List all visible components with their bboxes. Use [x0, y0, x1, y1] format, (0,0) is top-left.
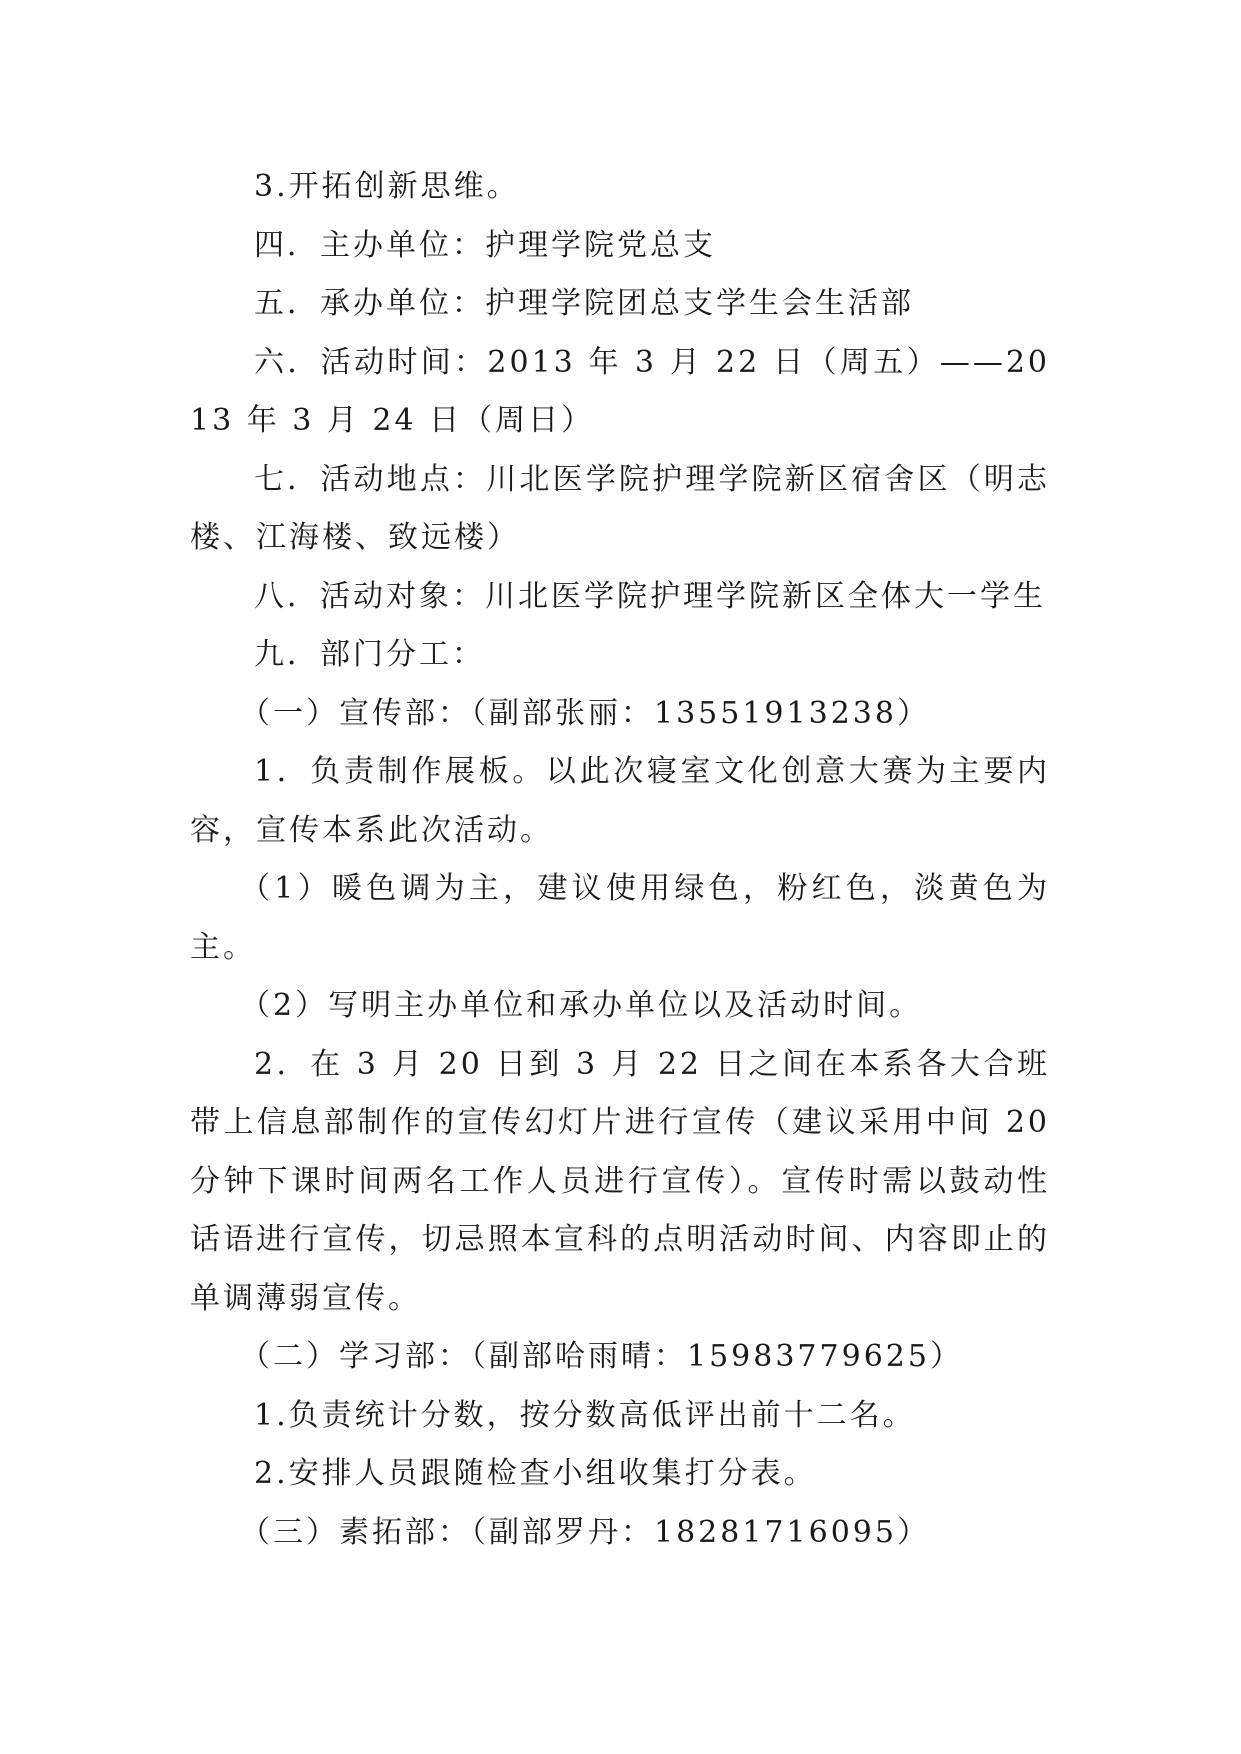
document-body — [190, 158, 1050, 1562]
paragraph-study-task-1: 1.负责统计分数，按分数高低评出前十二名。 — [254, 1397, 916, 1433]
paragraph-division-of-labor: 九．部门分工： — [254, 637, 485, 672]
paragraph-organizer: 四．主办单位：护理学院党总支 — [254, 227, 716, 263]
paragraph-co-organizer: 五．承办单位：护理学院团总支学生会生活部 — [254, 286, 914, 321]
paragraph-publicity-task-1: 1．负责制作展板。以此次寝室文化创意大赛为主要内容，宣传本系此次活动。 — [190, 754, 1050, 848]
paragraph-study-dept: （二）学习部：（副部哈雨晴：15983779625） — [240, 1339, 963, 1374]
paragraph-item-3: 3.开拓创新思维。 — [254, 169, 520, 204]
paragraph-publicity-subtask-1: （1）暖色调为主，建议使用绿色，粉红色，淡黄色为主。 — [190, 871, 1050, 965]
paragraph-activity-location: 七．活动地点：川北医学院护理学院新区宿舍区（明志楼、江海楼、致远楼） — [190, 461, 1050, 555]
paragraph-activity-time: 六．活动时间：2013 年 3 月 22 日（周五）——2013 年 3 月 24 日（周日） — [190, 344, 1050, 438]
paragraph-quality-dept: （三）素拓部：（副部罗丹：18281716095） — [240, 1514, 930, 1550]
paragraph-activity-target: 八．活动对象：川北医学院护理学院新区全体大一学生 — [254, 578, 1046, 614]
paragraph-study-task-2: 2.安排人员跟随检查小组收集打分表。 — [254, 1456, 817, 1491]
paragraph-publicity-subtask-2: （2）写明主办单位和承办单位以及活动时间。 — [240, 988, 923, 1023]
paragraph-publicity-dept: （一）宣传部：（副部张丽：13551913238） — [240, 695, 930, 731]
paragraph-publicity-task-2: 2．在 3 月 20 日到 3 月 22 日之间在本系各大合班带上信息部制作的宣传幻灯片进行宣传（建议采用中间 20 分钟下课时间两名工作人员进行宣传）。宣传时需以鼓动性话语进行宣传，切忌照本宣科的点明活动时间、内容即止的单调薄弱宣传。 — [190, 1046, 1050, 1316]
